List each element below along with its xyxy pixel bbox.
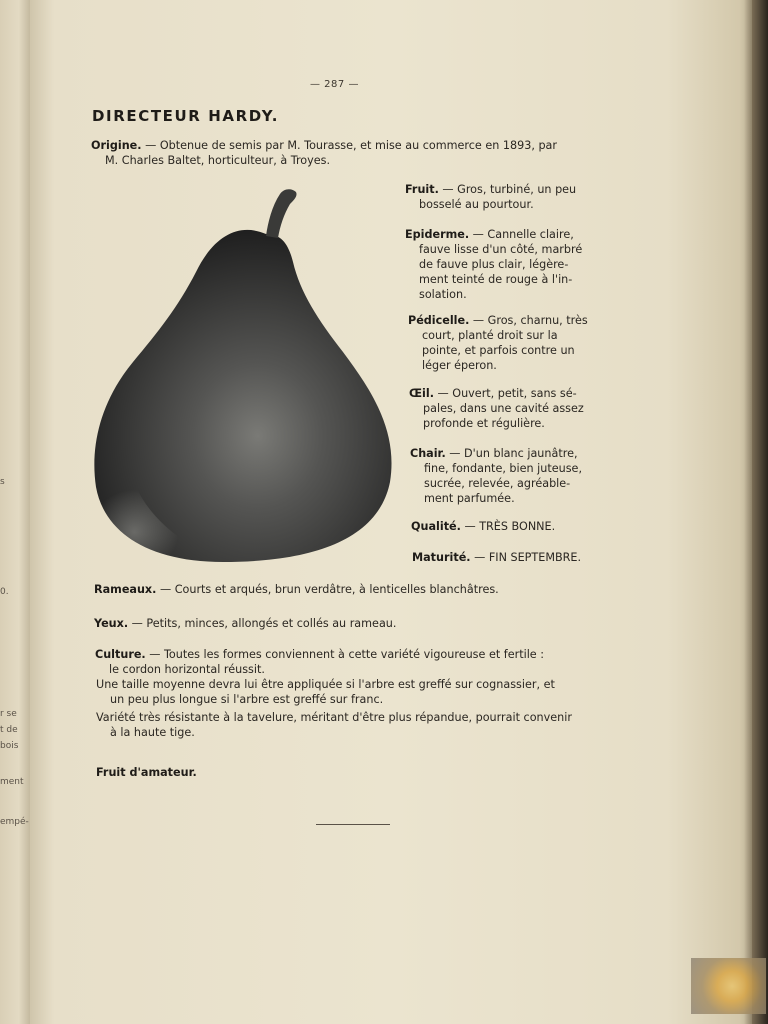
desc-line: court, planté droit sur la [422,329,558,342]
chair-label: Chair. [410,447,446,460]
page-number: — 287 — [310,79,359,90]
maturite-label: Maturité. [412,551,471,564]
desc-line: — D'un blanc jaunâtre, [449,447,578,460]
oeil-desc [409,386,604,431]
desc-line: sucrée, relevée, agréable- [424,477,571,490]
desc-line: — FIN SEPTEMBRE. [474,551,582,564]
rameaux-text: — Courts et arqués, brun verdâtre, à lenticelles blanchâtres. [159,583,499,596]
left-page-fragment: ment [0,777,24,787]
origine-text: — Obtenue de semis par M. Tourasse, et mise au commerce en 1893, par [145,139,558,152]
culture-label: Culture. [95,648,146,661]
origine-paragraph [91,138,611,168]
desc-line: fine, fondante, bien juteuse, [424,462,583,475]
taille-line: Une taille moyenne devra lui être appliquée si l'arbre est greffé sur cognassier, et [96,678,555,691]
culture-text: — Toutes les formes conviennent à cette variété vigoureuse et fertile : [149,648,545,661]
desc-line: pointe, et parfois contre un [422,344,575,357]
fruit-desc [405,182,600,212]
left-page-fragment: r se [0,709,17,719]
yeux-paragraph [94,616,614,631]
left-page-fragment: bois [0,741,19,751]
left-page-fragment: t de [0,725,18,735]
end-rule [316,824,390,825]
epiderme-desc [405,227,600,302]
desc-line: — TRÈS BONNE. [464,520,556,533]
origine-label: Origine. [91,139,142,152]
origine-text-cont: M. Charles Baltet, horticulteur, à Troyes. [105,154,331,167]
pedicelle-label: Pédicelle. [408,314,470,327]
desc-line: profonde et régulière. [423,417,545,430]
desc-line: — Ouvert, petit, sans sé- [437,387,577,400]
desc-line: ment teinté de rouge à l'in- [419,273,573,286]
desc-line: solation. [419,288,467,301]
qualite-desc [411,519,606,534]
corner-thumbnail [691,958,766,1014]
rameaux-label: Rameaux. [94,583,157,596]
desc-line: — Gros, charnu, très [472,314,588,327]
rameaux-paragraph [94,582,614,597]
closing-note: Fruit d'amateur. [96,766,197,779]
yeux-text: — Petits, minces, allongés et collés au rameau. [131,617,397,630]
variete-paragraph [96,710,616,740]
desc-line: — Cannelle claire, [472,228,574,241]
culture-text-cont: le cordon horizontal réussit. [109,663,265,676]
desc-line: léger éperon. [422,359,497,372]
yeux-label: Yeux. [94,617,129,630]
page-title: DIRECTEUR HARDY. [92,107,280,125]
oeil-label: Œil. [409,387,434,400]
book-edge [752,0,768,1024]
left-page-fragment: 0. [0,587,9,597]
variete-line: Variété très résistante à la tavelure, méritant d'être plus répandue, pourrait convenir [96,711,572,724]
desc-line: de fauve plus clair, légère- [419,258,569,271]
desc-line: ment parfumée. [424,492,515,505]
culture-paragraph [95,647,615,677]
left-page-fragment: s [0,477,5,487]
epiderme-label: Epiderme. [405,228,470,241]
desc-line: fauve lisse d'un côté, marbré [419,243,583,256]
pear-illustration [88,182,398,567]
fruit-label: Fruit. [405,183,439,196]
qualite-label: Qualité. [411,520,461,533]
variete-line: à la haute tige. [110,726,195,739]
pedicelle-desc [408,313,603,373]
taille-line: un peu plus longue si l'arbre est greffé sur franc. [110,693,384,706]
taille-paragraph [96,677,616,707]
left-page-edge [0,0,34,1024]
chair-desc [410,446,605,506]
desc-line: pales, dans une cavité assez [423,402,584,415]
left-page-fragment: empé- [0,817,29,827]
desc-line: bosselé au pourtour. [419,198,534,211]
desc-line: — Gros, turbiné, un peu [442,183,577,196]
maturite-desc [412,550,607,565]
pear-stem [266,189,297,238]
